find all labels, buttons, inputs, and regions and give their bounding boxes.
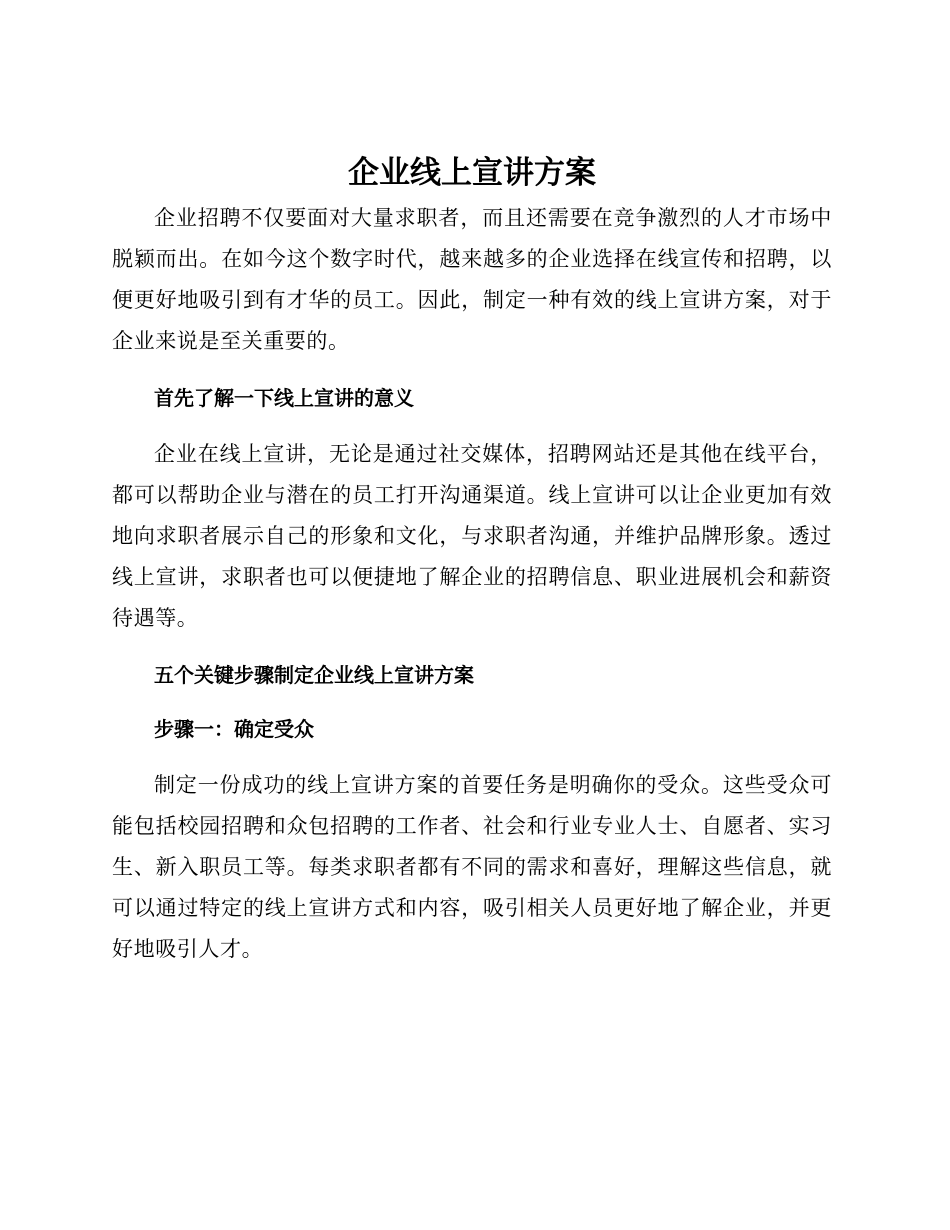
spacer [112, 362, 832, 384]
section-heading-steps: 五个关键步骤制定企业线上宣讲方案 [154, 663, 474, 687]
step1-paragraph: 制定一份成功的线上宣讲方案的首要任务是明确你的受众。这些受众可能包括校园招聘和众包招聘的工作者、社会和行业专业人士、自愿者、实习生、新入职员工等。每类求职者都有不同的需求和喜好，理解这些信息，就可以通过特定的线上宣讲方式和内容，吸引相关人员更好地了解企业，并更好地吸引人才。 [112, 773, 832, 961]
document-page [112, 148, 832, 970]
section-paragraph-meaning: 企业在线上宣讲，无论是通过社交媒体，招聘网站还是其他在线平台，都可以帮助企业与潜在的员工打开沟通渠道。线上宣讲可以让企业更加有效地向求职者展示自己的形象和文化，与求职者沟通，并维护品牌形象。透过线上宣讲，求职者也可以便捷地了解企业的招聘信息、职业进展机会和薪资待遇等。 [112, 442, 832, 630]
section-heading-meaning: 首先了解一下线上宣讲的意义 [154, 386, 414, 410]
intro-paragraph: 企业招聘不仅要面对大量求职者，而且还需要在竞争激烈的人才市场中脱颖而出。在如今这个数字时代，越来越多的企业选择在线宣传和招聘，以便更好地吸引到有才华的员工。因此，制定一种有效的线上宣讲方案，对于企业来说是至关重要的。 [112, 206, 832, 353]
spacer [112, 412, 832, 434]
document-title: 企业线上宣讲方案 [348, 155, 596, 191]
step1-heading: 步骤一：确定受众 [154, 717, 314, 741]
spacer [112, 743, 832, 765]
spacer [112, 689, 832, 715]
spacer [112, 639, 832, 661]
